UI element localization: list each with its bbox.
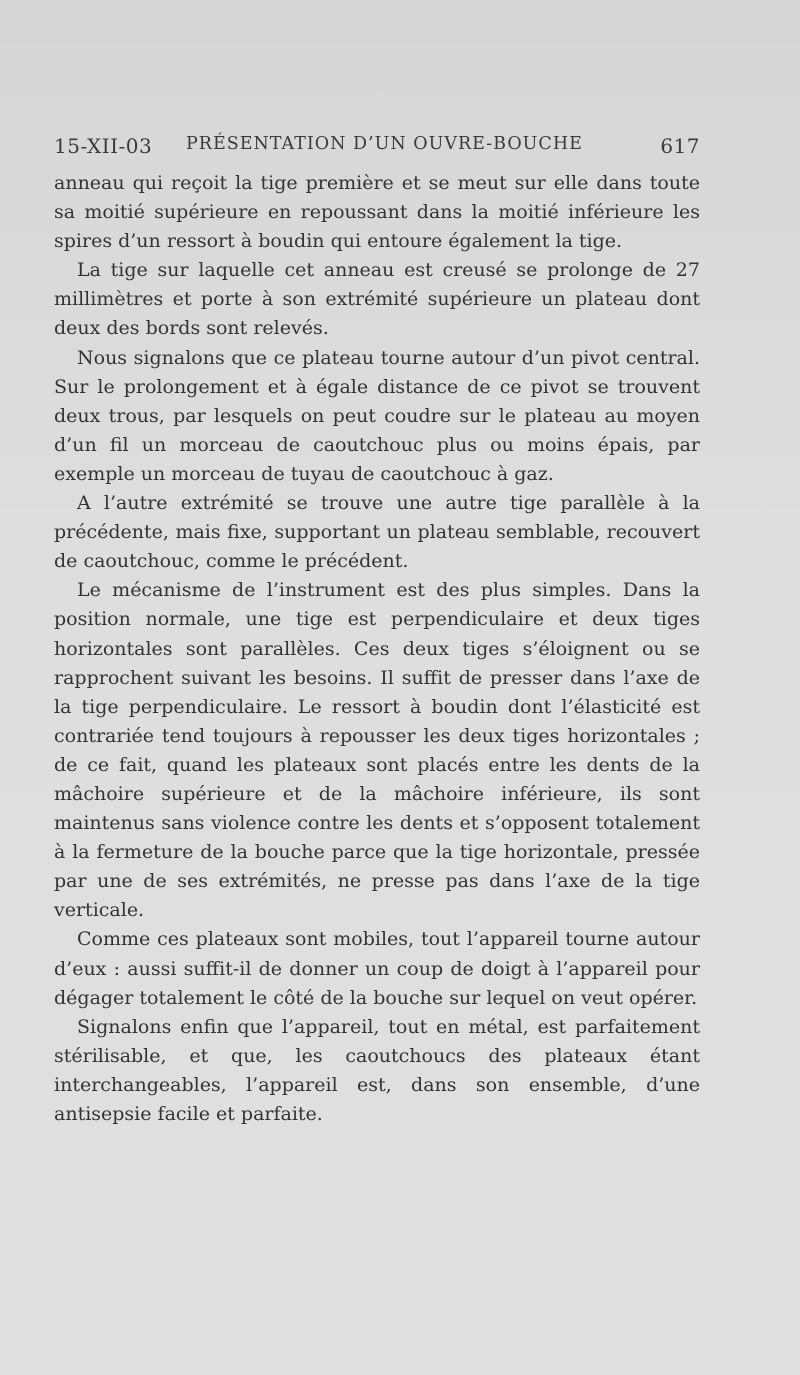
page-number: 617	[660, 134, 700, 158]
paragraph: A l’autre extrémité se trouve une autre tige parallèle à la précédente, mais fixe, supportant un plateau semblable, recouvert de caoutchouc, comme le précédent.	[54, 492, 700, 573]
paragraph: Le mécanisme de l’instrument est des plus simples. Dans la position normale, une tige est perpendiculaire et deux tiges horizontales sont parallèles. Ces deux tiges s’éloignent ou se rapprochent suivant les besoins. Il suffit de presser dans l’axe de la tige perpendiculaire. Le ressort à boudin dont l’élasticité est contrariée tend toujours à repousser les deux tiges horizontales ; de ce fait, quand les plateaux sont placés entre les dents de la mâchoire supérieure et de la mâchoire inférieure, ils sont maintenus sans violence contre les dents et s’opposent totalement à la fermeture de la bouche parce que la tige horizontale, pressée par une de ses extrémités, ne presse pas dans l’axe de la tige verticale.	[54, 579, 700, 922]
paragraph: Comme ces plateaux sont mobiles, tout l’appareil tourne autour d’eux : aussi suffit-il de donner un coup de doigt à l’appareil pour dégager totalement le côté de la bouche sur lequel on veut opérer.	[54, 928, 700, 1009]
running-head-date: 15-XII-03	[54, 134, 153, 158]
paragraph-continuation: anneau qui reçoit la tige première et se meut sur elle dans toute sa moitié supérieure en repoussant dans la moitié inférieure les spires d’un ressort à boudin qui entoure également la tige.	[54, 172, 700, 253]
paragraph: Signalons enfin que l’appareil, tout en métal, est parfaitement stérilisable, et que, les caoutchoucs des plateaux étant interchangeables, l’appareil est, dans son ensemble, d’une antisepsie facile et parfaite.	[54, 1015, 700, 1125]
paragraph: La tige sur laquelle cet anneau est creusé se prolonge de 27 millimètres et porte à son extrémité supérieure un plateau dont deux des bords sont relevés.	[54, 259, 700, 340]
running-head	[54, 128, 700, 162]
running-head-title: PRÉSENTATION D’UN OUVRE-BOUCHE	[186, 134, 583, 154]
paragraph: Nous signalons que ce plateau tourne autour d’un pivot central. Sur le prolongement et à égale distance de ce pivot se trouvent deux trous, par lesquels on peut coudre sur le plateau au moyen d’un fil un morceau de caoutchouc plus ou moins épais, par exemple un morceau de tuyau de caoutchouc à gaz.	[54, 346, 700, 485]
body-text	[54, 169, 700, 1129]
